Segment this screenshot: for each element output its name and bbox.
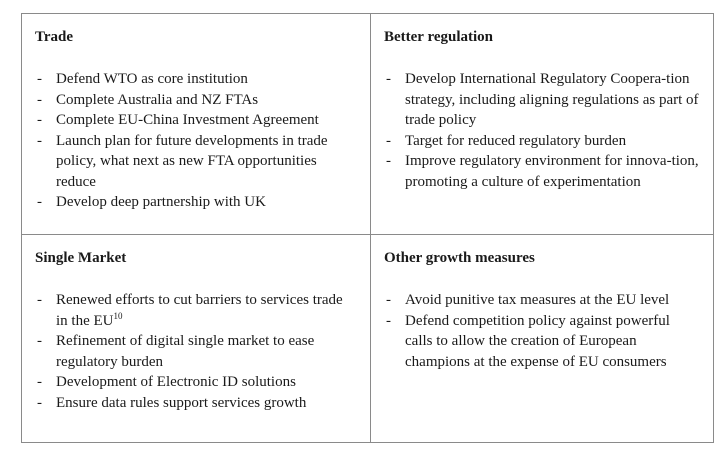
bullet-dash: - <box>37 91 42 108</box>
list-item-text: Complete Australia and NZ FTAs <box>56 91 259 108</box>
list-item-text: Launch plan for future developments in trade policy, what next as new FTA opportunities reduce <box>56 132 328 190</box>
list-item-text: Development of Electronic ID solutions <box>56 374 296 390</box>
list-item <box>35 192 358 213</box>
list-item <box>35 90 358 111</box>
cell-better-regulation <box>371 14 713 235</box>
list-item-text: Complete EU-China Investment Agreement <box>56 112 319 128</box>
cell-trade <box>22 14 371 235</box>
bullet-dash: - <box>37 374 42 390</box>
list-item <box>384 290 701 311</box>
bullet-dash: - <box>37 194 42 210</box>
list-item-text: Ensure data rules support services growth <box>56 394 307 411</box>
list-item <box>384 151 701 192</box>
list-item-text: Defend WTO as core institution <box>56 71 248 87</box>
list-other-growth-measures <box>384 290 701 372</box>
footnote-marker: 10 <box>113 310 123 321</box>
list-item <box>384 131 701 152</box>
bullet-dash: - <box>37 132 42 149</box>
list-item <box>35 372 358 393</box>
list-item <box>35 393 358 414</box>
bullet-dash: - <box>386 312 391 329</box>
bullet-dash: - <box>37 112 42 128</box>
list-item <box>35 290 358 331</box>
list-item-text: Avoid punitive tax measures at the EU level <box>405 292 670 308</box>
list-item-text: Develop deep partnership with UK <box>56 194 266 210</box>
bullet-dash: - <box>37 71 42 87</box>
cell-title-other-growth-measures: Other growth measures <box>384 250 535 266</box>
bullet-dash: - <box>37 333 42 349</box>
list-item-text: Target for reduced regulatory burden <box>405 132 627 149</box>
list-item <box>35 331 358 372</box>
cell-title-single-market: Single Market <box>35 250 127 266</box>
list-item-text: Renewed efforts to cut barriers to services trade in the EU <box>56 292 343 329</box>
cell-title-better-regulation: Better regulation <box>384 29 494 45</box>
list-trade <box>35 69 358 213</box>
bullet-dash: - <box>37 394 42 411</box>
cell-other-growth-measures <box>371 235 713 442</box>
bullet-dash: - <box>386 71 391 87</box>
list-better-regulation <box>384 69 701 192</box>
list-single-market <box>35 290 358 413</box>
cell-single-market <box>22 235 371 442</box>
list-item-text: Develop International Regulatory Coopera-tion strategy, including aligning regulations as part of trade policy <box>405 71 699 128</box>
list-item-text: Refinement of digital single market to ease regulatory burden <box>56 333 315 370</box>
policy-table <box>21 13 714 443</box>
bullet-dash: - <box>386 153 391 169</box>
list-item <box>35 69 358 90</box>
list-item <box>384 311 701 373</box>
list-item-text: Defend competition policy against powerful calls to allow the creation of European champions at the expense of EU consumers <box>405 312 670 370</box>
bullet-dash: - <box>386 132 391 149</box>
bullet-dash: - <box>386 292 391 308</box>
bullet-dash: - <box>37 292 42 308</box>
list-item <box>384 69 701 131</box>
list-item <box>35 110 358 131</box>
list-item-text: Improve regulatory environment for innova-tion, promoting a culture of experimentation <box>405 153 699 190</box>
list-item <box>35 131 358 193</box>
cell-title-trade: Trade <box>35 29 74 45</box>
